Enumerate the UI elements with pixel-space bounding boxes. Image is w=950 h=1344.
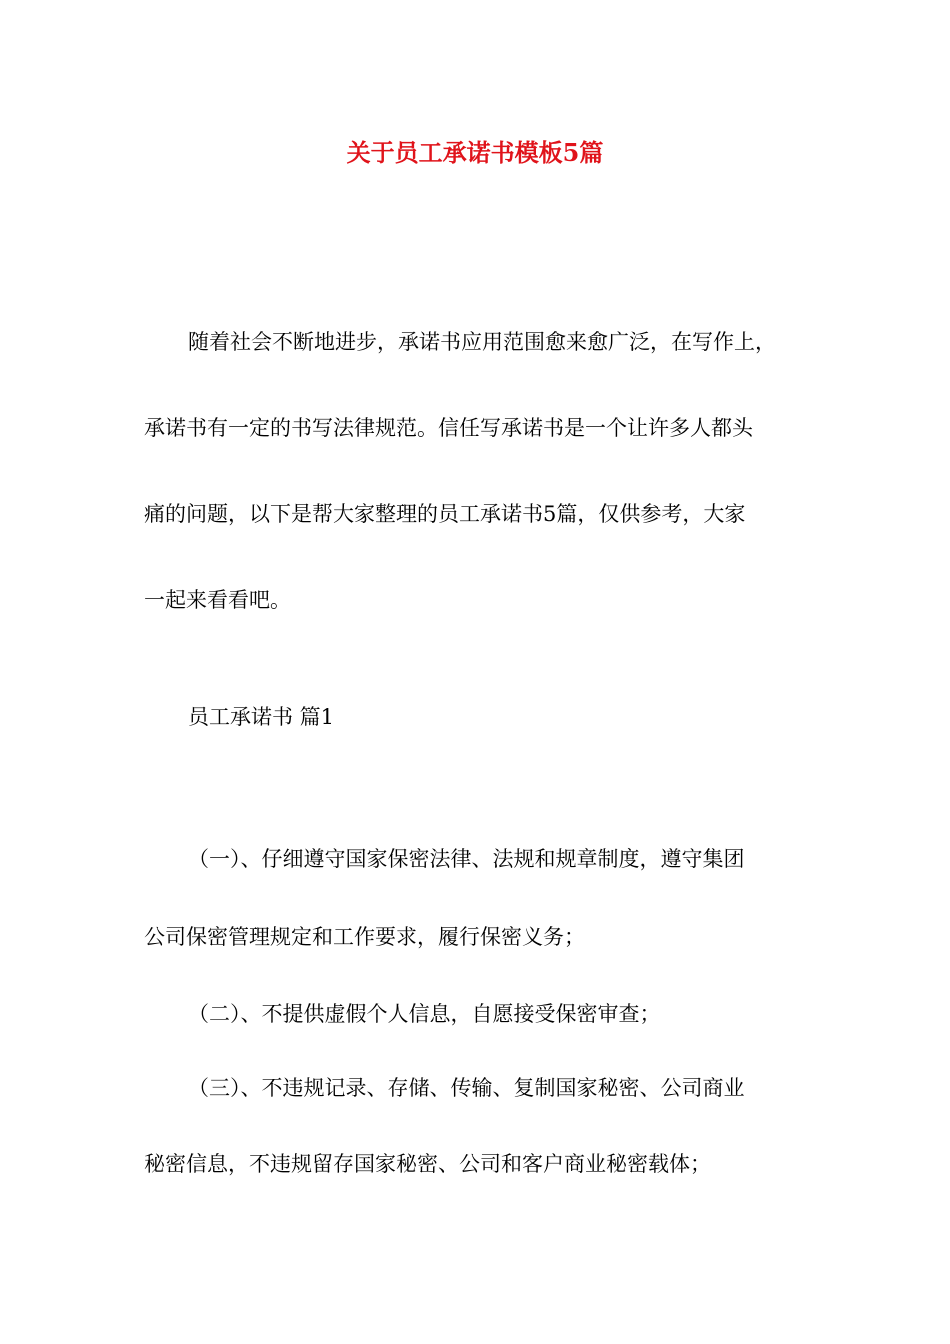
list-item — [144, 820, 814, 976]
item-line: 秘密信息，不违规留存国家秘密、公司和客户商业秘密载体； — [144, 1152, 711, 1176]
list-item — [144, 975, 814, 1053]
intro-paragraph — [144, 299, 814, 643]
item-line: 公司保密管理规定和工作要求，履行保密义务； — [144, 925, 585, 949]
item-line: （三）、不违规记录、存储、传输、复制国家秘密、公司商业 — [188, 1076, 745, 1100]
intro-line: 随着社会不断地进步，承诺书应用范围愈来愈广泛，在写作上， — [188, 330, 776, 354]
intro-line: 承诺书有一定的书写法律规范。信任写承诺书是一个让许多人都头 — [144, 416, 753, 440]
intro-line: 痛的问题，以下是帮大家整理的员工承诺书5篇，仅供参考，大家 — [144, 502, 746, 526]
item-line: （一）、仔细遵守国家保密法律、法规和规章制度，遵守集团 — [188, 847, 745, 871]
section-heading: 员工承诺书 篇1 — [188, 705, 335, 729]
item-line: （二）、不提供虚假个人信息，自愿接受保密审查； — [188, 1002, 661, 1026]
list-item — [144, 1050, 814, 1202]
document-title: 关于员工承诺书模板5篇 — [346, 138, 604, 167]
intro-line: 一起来看看吧。 — [144, 588, 291, 612]
